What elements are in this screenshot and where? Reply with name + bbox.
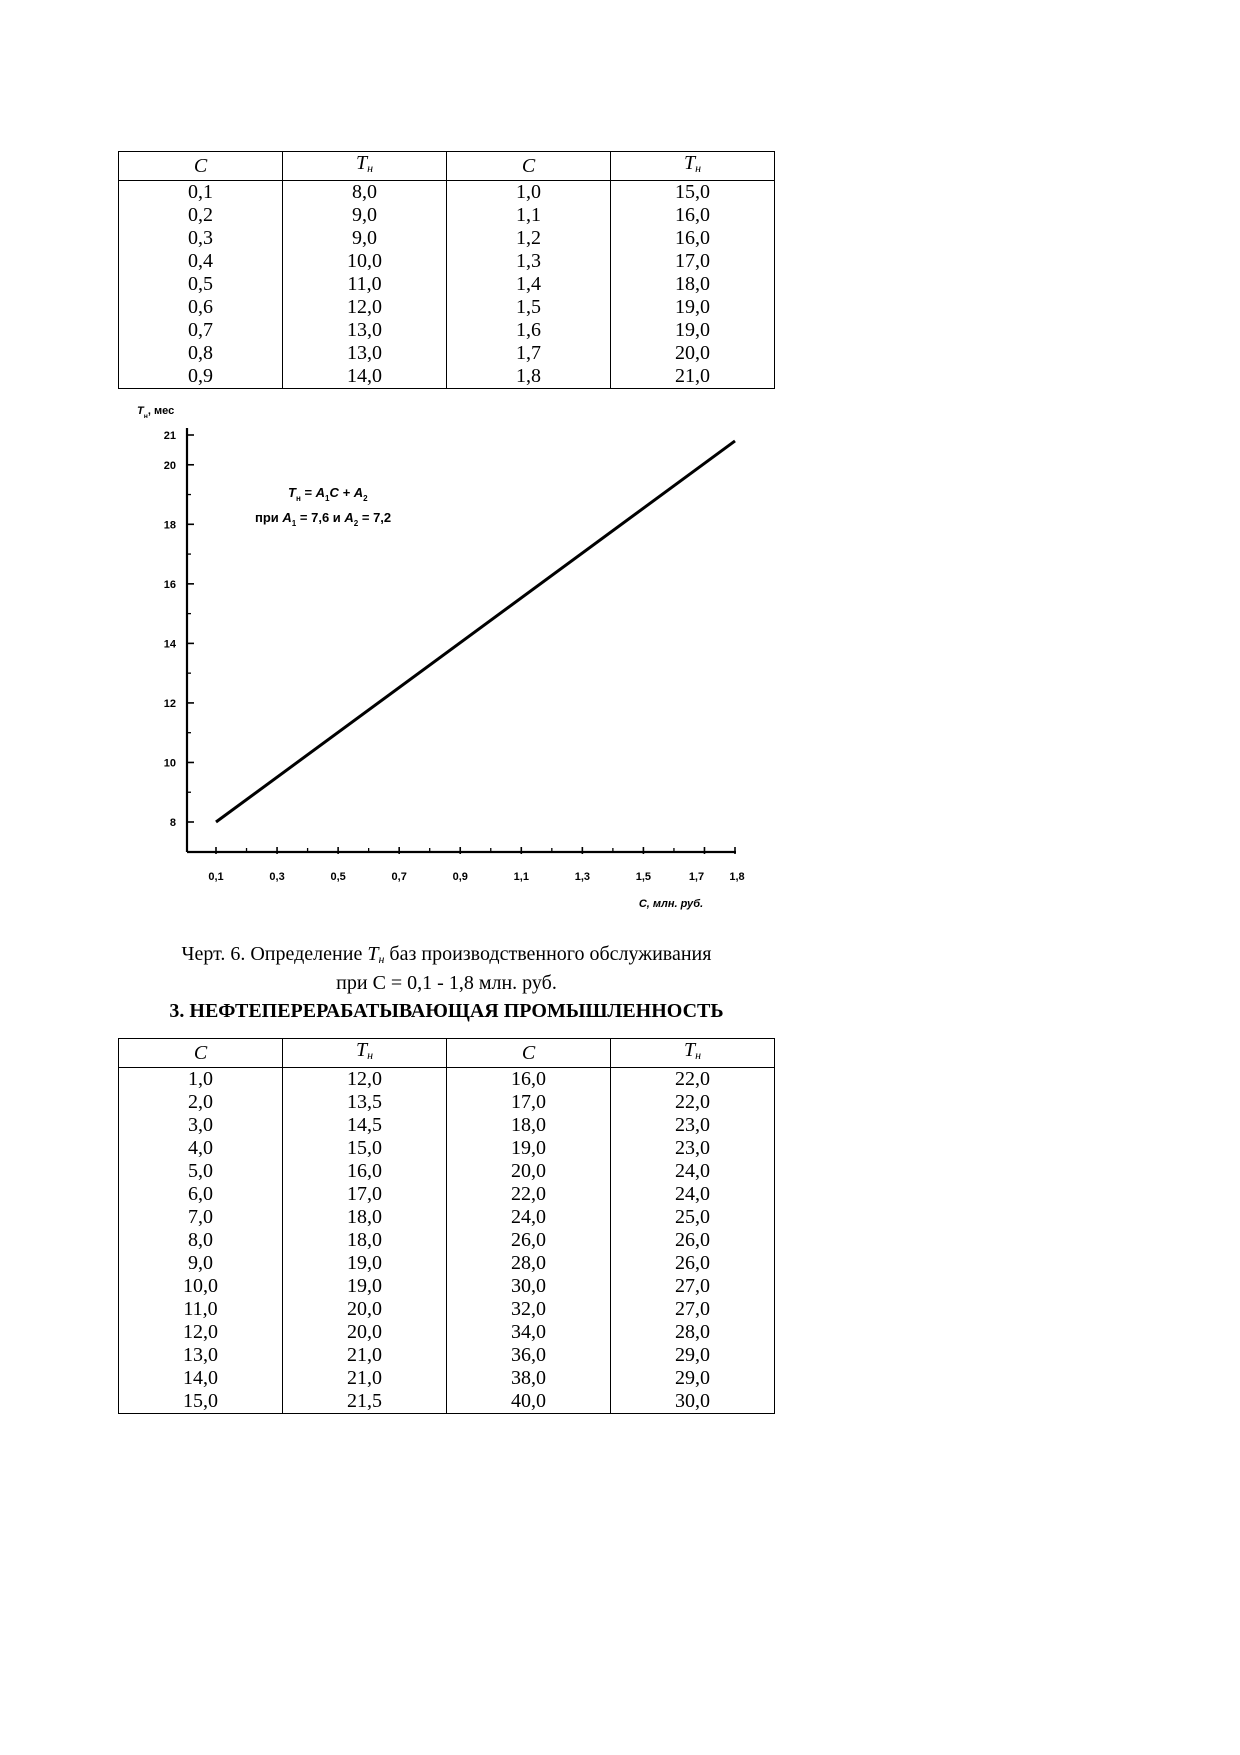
table-row [119,1183,775,1206]
table-cell: 22,0 [447,1183,611,1206]
annotation-params-part: = 7,2 [358,510,392,525]
annotation-formula-part: 1 [325,494,330,503]
table-2-body [119,1068,775,1414]
x-tick-label: 1,3 [574,871,591,883]
table-cell: 29,0 [611,1344,775,1367]
table-cell: 27,0 [611,1298,775,1321]
table-row [119,1229,775,1252]
annotation-formula-part: 2 [363,494,368,503]
annotation-formula-part: A [315,485,326,500]
table-cell: 1,0 [119,1068,283,1092]
table-cell: 0,6 [119,296,283,319]
table-cell: 19,0 [283,1275,447,1298]
y-tick-label: 16 [163,578,176,591]
table-cell: 24,0 [611,1160,775,1183]
table-1 [118,151,775,389]
table-row [119,250,775,273]
table-cell: 32,0 [447,1298,611,1321]
table-row [119,365,775,389]
column-header-symbol: Т [683,152,696,174]
y-tick-label: 8 [169,817,176,829]
column-header [447,152,611,181]
table-cell: 21,0 [283,1344,447,1367]
y-tick-label: 21 [163,430,176,442]
table-cell: 12,0 [283,296,447,319]
annotation-formula-part: A [353,485,364,500]
annotation-params-part: 1 [291,519,297,528]
x-tick-label: 0,9 [452,871,468,883]
table-cell: 12,0 [119,1321,283,1344]
table-cell: 21,5 [283,1390,447,1414]
table-row [119,1321,775,1344]
column-header-symbol: Т [355,152,368,174]
table-1-header [119,152,775,181]
annotation-formula [288,485,368,503]
table-cell: 23,0 [611,1137,775,1160]
table-cell: 17,0 [611,250,775,273]
table-1-body [119,181,775,389]
table-cell: 9,0 [283,204,447,227]
table-cell: 19,0 [611,319,775,342]
table-cell: 16,0 [611,204,775,227]
table-row [119,1114,775,1137]
table-cell: 9,0 [283,227,447,250]
table-cell: 36,0 [447,1344,611,1367]
column-header-symbol: Т [355,1039,368,1061]
y-tick-label: 12 [163,697,176,710]
x-tick-label: 1,7 [688,871,705,883]
table-cell: 26,0 [447,1229,611,1252]
table-row [119,342,775,365]
table-cell: 20,0 [283,1321,447,1344]
table-2 [118,1038,775,1414]
table-cell: 11,0 [119,1298,283,1321]
x-tick-label: 0,5 [330,871,346,883]
table-cell: 28,0 [447,1252,611,1275]
table-cell: 21,0 [611,365,775,389]
x-tick-label: 1,1 [513,871,529,883]
table-row [119,1160,775,1183]
table-cell: 34,0 [447,1321,611,1344]
column-header-subscript: н [367,161,374,175]
column-header-symbol: С [521,154,536,177]
table-cell: 21,0 [283,1367,447,1390]
x-tick-label: 0,3 [269,871,285,883]
x-tick-label: 1,5 [635,871,652,883]
table-cell: 16,0 [283,1160,447,1183]
caption-prefix: Черт. 6. Определение [181,943,368,965]
y-tick-label: 18 [163,519,176,532]
table-cell: 19,0 [283,1252,447,1275]
table-2-header [119,1039,775,1068]
table-cell: 7,0 [119,1206,283,1229]
y-axis-label-part: , мес [147,405,175,417]
table-cell: 40,0 [447,1390,611,1414]
table-cell: 13,0 [283,319,447,342]
table-cell: 20,0 [447,1160,611,1183]
table-cell: 1,0 [447,181,611,205]
table-cell: 1,8 [447,365,611,389]
table-cell: 30,0 [611,1390,775,1414]
table-cell: 1,5 [447,296,611,319]
table-cell: 0,1 [119,181,283,205]
y-axis-label-part: Т [137,405,144,417]
section-heading: 3. НЕФТЕПЕРЕРАБАТЫВАЮЩАЯ ПРОМЫШЛЕННОСТЬ [169,1000,724,1022]
table-cell: 13,5 [283,1091,447,1114]
table-cell: 2,0 [119,1091,283,1114]
table-cell: 26,0 [611,1229,775,1252]
table-row [119,1390,775,1414]
table-cell: 38,0 [447,1367,611,1390]
annotation-params [255,510,391,528]
table-cell: 14,5 [283,1114,447,1137]
table-row [119,319,775,342]
table-cell: 20,0 [283,1298,447,1321]
table-cell: 10,0 [283,250,447,273]
table-cell: 23,0 [611,1114,775,1137]
column-header-symbol: С [193,1041,208,1064]
table-row [119,1275,775,1298]
caption-symbol-t: Т [367,943,379,965]
table-cell: 5,0 [119,1160,283,1183]
y-tick-label: 14 [163,638,176,651]
table-cell: 8,0 [283,181,447,205]
y-tick-label: 10 [163,757,176,770]
table-cell: 0,7 [119,319,283,342]
table-cell: 24,0 [447,1206,611,1229]
table-cell: 25,0 [611,1206,775,1229]
column-header [611,1039,775,1068]
table-cell: 8,0 [119,1229,283,1252]
annotation-formula-part: = [300,485,316,500]
table-cell: 3,0 [119,1114,283,1137]
chart-t-vs-c [118,400,775,920]
table-cell: 9,0 [119,1252,283,1275]
table-cell: 14,0 [283,365,447,389]
table-cell: 17,0 [283,1183,447,1206]
table-row [119,204,775,227]
column-header [283,152,447,181]
column-header-symbol: С [193,154,208,177]
y-axis-label-part: н [143,413,148,420]
table-cell: 19,0 [611,296,775,319]
table-cell: 0,3 [119,227,283,250]
annotation-params-part: при [255,510,283,525]
table-row [119,1206,775,1229]
table-cell: 19,0 [447,1137,611,1160]
x-tick-label: 1,8 [729,871,745,883]
table-cell: 1,4 [447,273,611,296]
table-row [119,296,775,319]
table-cell: 15,0 [611,181,775,205]
table-cell: 1,7 [447,342,611,365]
table-row [119,1252,775,1275]
caption-line-1 [118,942,775,971]
figure-caption [118,942,775,995]
table-cell: 13,0 [283,342,447,365]
table-cell: 18,0 [283,1229,447,1252]
column-header-symbol: С [521,1041,536,1064]
table-row [119,181,775,205]
table-cell: 26,0 [611,1252,775,1275]
table-row [119,1137,775,1160]
annotation-formula-part: С + [329,485,354,500]
column-header-subscript: н [695,1048,702,1062]
table-cell: 29,0 [611,1367,775,1390]
table-row [119,273,775,296]
table-cell: 0,5 [119,273,283,296]
table-cell: 16,0 [447,1068,611,1092]
column-header-subscript: н [367,1048,374,1062]
annotation-params-part: A [282,510,292,525]
column-header [611,152,775,181]
table-cell: 18,0 [447,1114,611,1137]
table-row [119,1068,775,1092]
table-row [119,1367,775,1390]
table-cell: 13,0 [119,1344,283,1367]
column-header [119,152,283,181]
table-cell: 24,0 [611,1183,775,1206]
column-header [447,1039,611,1068]
table-cell: 17,0 [447,1091,611,1114]
table-cell: 0,8 [119,342,283,365]
annotation-formula-part: Т [288,485,296,500]
table-cell: 1,1 [447,204,611,227]
table-cell: 12,0 [283,1068,447,1092]
table-cell: 27,0 [611,1275,775,1298]
table-row [119,1344,775,1367]
table-cell: 15,0 [283,1137,447,1160]
table-cell: 0,4 [119,250,283,273]
annotation-params-part: A [344,510,354,525]
column-header [119,1039,283,1068]
table-cell: 0,2 [119,204,283,227]
table-cell: 22,0 [611,1068,775,1092]
table-row [119,1091,775,1114]
caption-line-2: при С = 0,1 - 1,8 млн. руб. [336,972,557,994]
x-tick-label: 0,7 [391,871,407,883]
column-header-symbol: Т [683,1039,696,1061]
caption-suffix: баз производственного обслуживания [384,943,712,965]
annotation-params-part: 2 [353,519,359,528]
table-cell: 1,6 [447,319,611,342]
table-cell: 28,0 [611,1321,775,1344]
table-row [119,227,775,250]
annotation-formula-part: н [295,494,301,503]
table-cell: 15,0 [119,1390,283,1414]
table-cell: 20,0 [611,342,775,365]
table-cell: 18,0 [283,1206,447,1229]
table-cell: 18,0 [611,273,775,296]
x-tick-label: 0,1 [208,871,224,883]
y-axis-label [137,405,174,420]
table-cell: 0,9 [119,365,283,389]
table-cell: 1,2 [447,227,611,250]
table-cell: 11,0 [283,273,447,296]
column-header [283,1039,447,1068]
table-cell: 30,0 [447,1275,611,1298]
table-cell: 6,0 [119,1183,283,1206]
x-axis-label: С, млн. руб. [638,898,704,910]
table-row [119,1298,775,1321]
table-cell: 16,0 [611,227,775,250]
column-header-subscript: н [695,161,702,175]
table-cell: 14,0 [119,1367,283,1390]
caption-symbol-sub: н [378,952,385,966]
table-cell: 4,0 [119,1137,283,1160]
table-cell: 10,0 [119,1275,283,1298]
table-cell: 22,0 [611,1091,775,1114]
annotation-params-part: = 7,6 и [296,510,345,525]
table-cell: 1,3 [447,250,611,273]
y-tick-label: 20 [163,459,176,472]
